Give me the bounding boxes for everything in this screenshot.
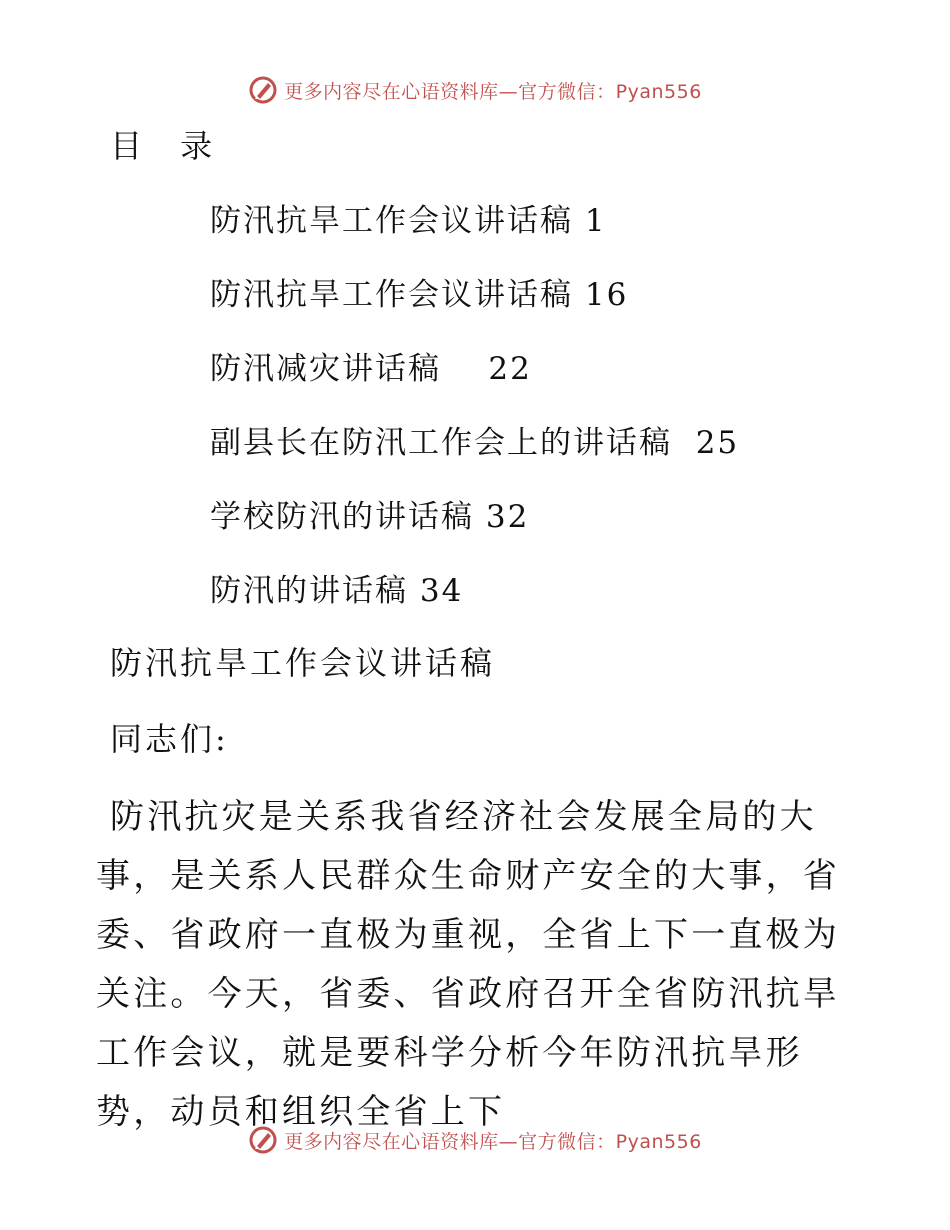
table-of-contents	[210, 196, 739, 640]
toc-entry[interactable]: 防汛抗旱工作会议讲话稿 1	[210, 203, 607, 239]
salutation: 同志们:	[110, 720, 229, 758]
toc-entry[interactable]: 防汛的讲话稿 34	[210, 573, 464, 609]
toc-entry[interactable]: 副县长在防汛工作会上的讲话稿 25	[210, 425, 740, 461]
toc-title: 目 录	[110, 127, 227, 165]
pen-logo-icon	[248, 1125, 278, 1155]
watermark-text: 更多内容尽在心语资料库—官方微信：Pyan556	[284, 1130, 702, 1153]
toc-entry[interactable]: 学校防汛的讲话稿 32	[210, 499, 530, 535]
pen-logo-icon	[248, 75, 278, 105]
body-paragraph: 防汛抗灾是关系我省经济社会发展全局的大事，是关系人民群众生命财产安全的大事，省委、省政府一直极为重视，全省上下一直极为关注。今天，省委、省政府召开全省防汛抗旱工作会议，就是要科学分析今年防汛抗旱形势，动员和组织全省上下	[96, 797, 840, 1132]
watermark-footer	[0, 1120, 950, 1160]
toc-entry[interactable]: 防汛减灾讲话稿 22	[210, 351, 532, 387]
toc-entry[interactable]: 防汛抗旱工作会议讲话稿 16	[210, 277, 629, 313]
document-heading: 防汛抗旱工作会议讲话稿	[110, 644, 496, 682]
watermark-text: 更多内容尽在心语资料库—官方微信：Pyan556	[284, 80, 702, 103]
watermark-header	[0, 70, 950, 110]
